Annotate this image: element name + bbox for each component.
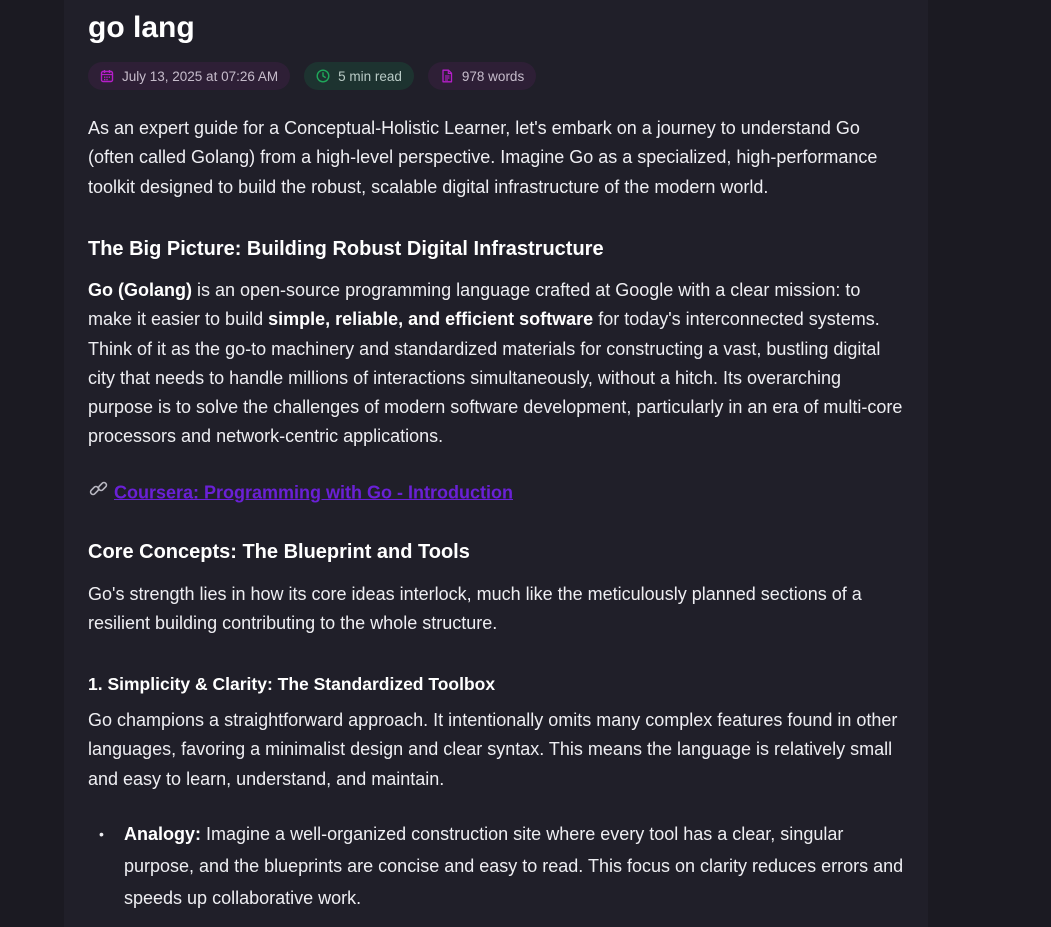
coursera-link[interactable]: Coursera: Programming with Go - Introduction <box>114 482 514 503</box>
article-meta <box>88 62 550 90</box>
section-heading-core-concepts: Core Concepts: The Blueprint and Tools <box>88 541 470 563</box>
bold-simple-reliable: simple, reliable, and efficient software <box>268 309 594 330</box>
read-time-badge <box>304 62 414 90</box>
page-title: go lang <box>88 11 195 44</box>
analogy-text: Imagine a well-organized construction site where every tool has a clear, singular purpose, and the blueprints are concise and easy to read. This focus on clarity reduces errors and speeds up collaborative work. <box>124 824 904 908</box>
bullet-marker: • <box>99 826 104 842</box>
article-card <box>64 0 928 927</box>
bold-go-golang: Go (Golang) <box>88 280 192 300</box>
simplicity-paragraph: Go champions a straightforward approach. It intentionally omits many complex features found in other languages, favoring a minimalist design and clear syntax. This means the language is relatively small and easy to learn, understand, and maintain. <box>88 710 898 789</box>
analogy-label: Analogy: <box>124 824 202 844</box>
read-time-text: 5 min read <box>338 68 402 84</box>
clock-icon <box>316 69 330 83</box>
subsection-heading-simplicity: 1. Simplicity & Clarity: The Standardized Toolbox <box>88 674 496 694</box>
date-badge <box>88 62 290 90</box>
big-picture-text-2: for today's interconnected systems. Think of it as the go-to machinery and standardized materials for constructing a vast, bustling digital city that needs to handle millions of interactions simultaneously, without a hitch. Its overarching purpose is to solve the challenges of modern software development, particularly in an era of multi-core processors and network-centric applications. <box>88 309 903 447</box>
big-picture-text-1: is an open-source programming language crafted at Google with a clear mission: to make it easier to build <box>88 280 861 330</box>
word-count-badge <box>428 62 536 90</box>
intro-paragraph: As an expert guide for a Conceptual-Holistic Learner, let's embark on a journey to understand Go (often called Golang) from a high-level perspective. Imagine Go as a specialized, high-performance toolkit designed to build the robust, scalable digital infrastructure of the modern world. <box>88 118 878 197</box>
core-concepts-paragraph: Go's strength lies in how its core ideas interlock, much like the meticulously planned sections of a resilient building contributing to the whole structure. <box>88 584 862 634</box>
section-heading-big-picture: The Big Picture: Building Robust Digital Infrastructure <box>88 238 604 260</box>
word-count-text: 978 words <box>461 68 525 84</box>
calendar-icon <box>100 69 114 83</box>
resource-link-row <box>88 478 513 506</box>
big-picture-paragraph <box>88 276 908 452</box>
link-icon <box>88 478 109 506</box>
list-item <box>99 818 908 914</box>
date-text: July 13, 2025 at 07:26 AM <box>122 68 279 84</box>
analogy-list <box>99 818 908 914</box>
document-icon <box>440 69 454 83</box>
